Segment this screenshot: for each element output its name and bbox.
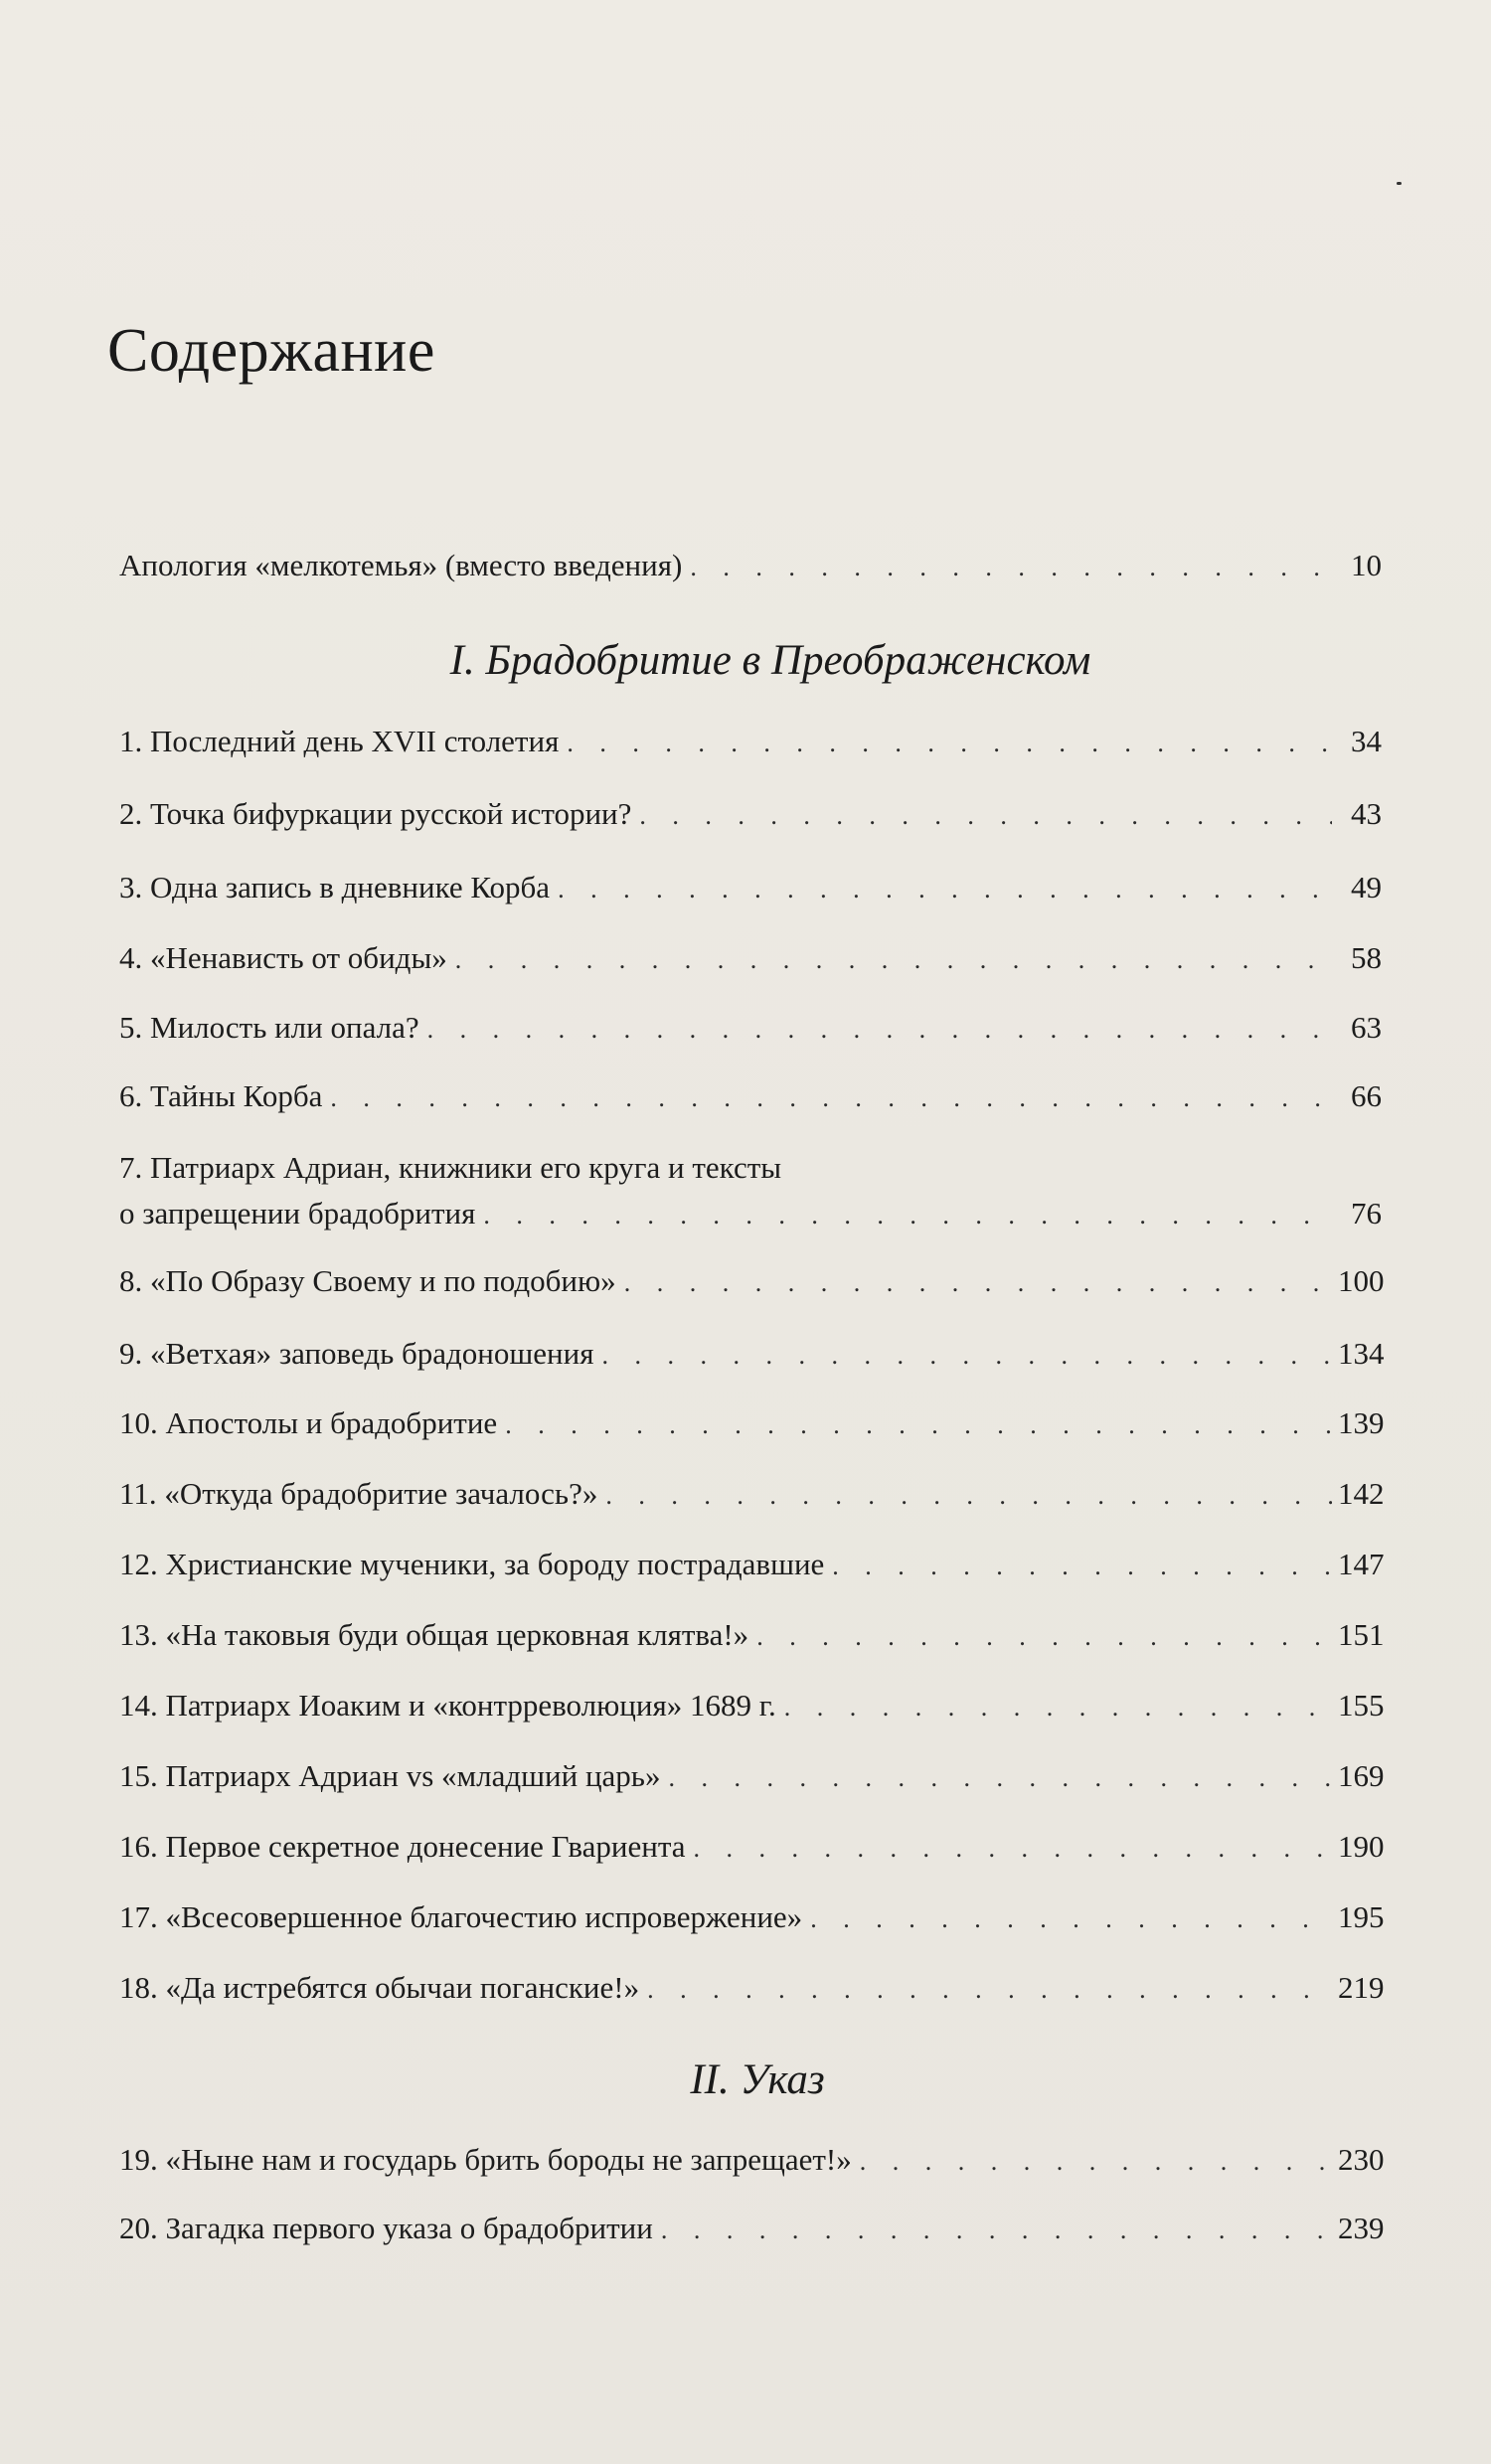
- section-heading-2: [0, 2055, 1491, 2104]
- toc-entry-page: 195: [1338, 1899, 1385, 1934]
- toc-entry[interactable]: [119, 1336, 1385, 1378]
- toc-entry-page: 43: [1351, 796, 1382, 831]
- toc-entry[interactable]: [119, 1405, 1385, 1447]
- dot-leader: [605, 1481, 1332, 1511]
- dot-leader: [639, 801, 1332, 831]
- toc-entry-page: 134: [1338, 1336, 1385, 1371]
- toc-entry-page: 139: [1338, 1405, 1385, 1440]
- toc-entry[interactable]: [119, 1547, 1385, 1588]
- toc-entry-title: 8. «По Образу Своему и по подобию»: [119, 1263, 616, 1298]
- dot-leader: [810, 1904, 1332, 1934]
- toc-entry-title: 9. «Ветхая» заповедь брадоношения: [119, 1336, 594, 1371]
- dot-leader: [784, 1693, 1332, 1723]
- dot-leader: [567, 729, 1332, 758]
- toc-entry-title: 2. Точка бифуркации русской истории?: [119, 796, 632, 831]
- toc-entry[interactable]: [119, 1688, 1385, 1729]
- toc-entry-title: 20. Загадка первого указа о брадобритии: [119, 2211, 653, 2245]
- toc-entry-page: 76: [1351, 1196, 1382, 1231]
- toc-entry-title: 17. «Всесовершенное благочестию испровержение»: [119, 1899, 803, 1934]
- section-title: II. Указ: [690, 2056, 825, 2103]
- dot-leader: [860, 2147, 1332, 2177]
- toc-entry[interactable]: [119, 870, 1382, 911]
- toc-entry[interactable]: [119, 1010, 1382, 1052]
- toc-entry-title: 12. Христианские мученики, за бороду пострадавшие: [119, 1547, 825, 1581]
- toc-entry-title: 3. Одна запись в дневнике Корба: [119, 870, 551, 904]
- toc-entry-title: 14. Патриарх Иоаким и «контрреволюция» 1689 г.: [119, 1688, 776, 1723]
- dot-leader: [832, 1552, 1332, 1581]
- toc-entry-page: 230: [1338, 2142, 1385, 2177]
- toc-entry-title: 1. Последний день XVII столетия: [119, 724, 560, 758]
- toc-entry-page: 63: [1351, 1010, 1382, 1045]
- dot-leader: [647, 1975, 1332, 2005]
- toc-entry-title: 10. Апостолы и брадобритие: [119, 1405, 498, 1440]
- toc-entry[interactable]: [119, 1617, 1385, 1659]
- toc-entry-title-line: 7. Патриарх Адриан, книжники его круга и тексты: [119, 1150, 782, 1185]
- toc-entry-title: 4. «Ненависть от обиды»: [119, 940, 447, 975]
- toc-entry-page: 155: [1338, 1688, 1385, 1723]
- toc-entry[interactable]: [119, 1899, 1385, 1941]
- toc-entry[interactable]: [119, 1829, 1385, 1871]
- toc-entry[interactable]: [119, 796, 1382, 838]
- dot-leader: [427, 1015, 1332, 1045]
- toc-entry[interactable]: [119, 1078, 1382, 1120]
- toc-entry-title: 5. Милость или опала?: [119, 1010, 419, 1045]
- toc-entry-title: 15. Патриарх Адриан vs «младший царь»: [119, 1758, 661, 1793]
- dot-leader: [505, 1410, 1332, 1440]
- dot-leader: [668, 1763, 1332, 1793]
- toc-entry-title: 13. «На таковыя буди общая церковная клятва!»: [119, 1617, 749, 1652]
- dot-leader: [330, 1083, 1332, 1113]
- dot-leader: [558, 875, 1332, 904]
- dot-leader: [455, 945, 1332, 975]
- toc-entry[interactable]: [119, 2142, 1385, 2184]
- section-title: I. Брадобритие в Преображенском: [449, 637, 1091, 684]
- toc-entry[interactable]: [119, 1263, 1385, 1305]
- toc-entry-title: 6. Тайны Корба: [119, 1078, 323, 1113]
- toc-entry-page: 147: [1338, 1547, 1385, 1581]
- toc-entry-page: 10: [1351, 548, 1382, 582]
- section-heading-1: [0, 636, 1491, 685]
- dot-leader: [624, 1268, 1332, 1298]
- toc-entry-page: 151: [1338, 1617, 1385, 1652]
- dot-leader: [690, 553, 1332, 582]
- toc-entry[interactable]: [119, 724, 1382, 765]
- toc-entry[interactable]: [119, 2211, 1385, 2252]
- dot-leader: [694, 1834, 1332, 1864]
- toc-entry-page: 169: [1338, 1758, 1385, 1793]
- toc-entry-title: Апология «мелкотемья» (вместо введения): [119, 548, 683, 582]
- toc-entry-page: 100: [1338, 1263, 1385, 1298]
- toc-entry-title: 11. «Откуда брадобритие зачалось?»: [119, 1476, 598, 1511]
- toc-entry[interactable]: [119, 1970, 1385, 2012]
- dot-leader: [756, 1622, 1332, 1652]
- toc-entry-page: 219: [1338, 1970, 1385, 2005]
- toc-entry[interactable]: [119, 940, 1382, 982]
- toc-entry-title: о запрещении брадобрития: [119, 1196, 476, 1231]
- toc-entry-page: 58: [1351, 940, 1382, 975]
- toc-entry-page: 34: [1351, 724, 1382, 758]
- toc-entry[interactable]: [119, 1150, 1382, 1237]
- toc-entry-page: 190: [1338, 1829, 1385, 1864]
- toc-entry-page: 49: [1351, 870, 1382, 904]
- toc-entry-page: 142: [1338, 1476, 1385, 1511]
- toc-entry-title: 19. «Ныне нам и государь брить бороды не запрещает!»: [119, 2142, 852, 2177]
- dot-leader: [483, 1201, 1332, 1231]
- dot-leader: [601, 1341, 1332, 1371]
- page-title: Содержание: [107, 317, 435, 385]
- toc-entry-page: 239: [1338, 2211, 1385, 2245]
- toc-entry-title: 18. «Да истребятся обычаи поганские!»: [119, 1970, 640, 2005]
- dot-leader: [661, 2216, 1332, 2245]
- toc-entry[interactable]: [119, 1758, 1385, 1800]
- toc-entry-title: 16. Первое секретное донесение Гвариента: [119, 1829, 686, 1864]
- toc-entry-intro[interactable]: [119, 548, 1382, 589]
- ink-speck: [1397, 182, 1402, 185]
- toc-entry[interactable]: [119, 1476, 1385, 1518]
- toc-entry-page: 66: [1351, 1078, 1382, 1113]
